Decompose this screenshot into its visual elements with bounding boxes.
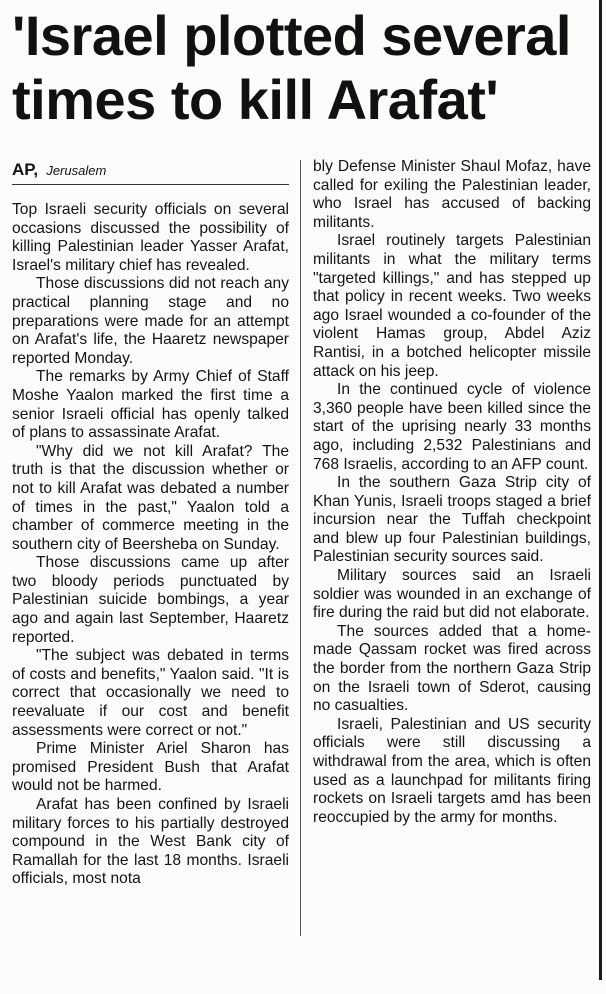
article-column-left [12, 158, 289, 889]
dateline-agency: AP, [12, 160, 39, 179]
paragraph: The sources added that a homemade Qassam rocket was fired across the border from the northern Gaza Strip on the Israeli town of Sderot, causing no casualties. [313, 622, 591, 715]
article-column-right [313, 158, 591, 827]
paragraph: "The subject was debated in terms of costs and benefits," Yaalon said. "It is correct that occasionally we need to reevaluate if our cost and benefit assessments were correct or not." [12, 647, 289, 739]
paragraph: The remarks by Army Chief of Staff Moshe Yaalon marked the first time a senior Israeli official has openly talked of plans to assassinate Arafat. [12, 368, 289, 442]
paragraph: Military sources said an Israeli soldier was wounded in an exchange of fire during the raid but did not elaborate. [313, 567, 591, 622]
paragraph: "Why did we not kill Arafat? The truth is that the discussion whether or not to kill Arafat was debated a number of times in the past," Yaalon told a chamber of commerce meeting in the southern city of Beersheba on Sunday. [12, 442, 289, 553]
dateline [12, 158, 289, 185]
paragraph: Those discussions did not reach any practical planning stage and no preparations were made for an attempt on Arafat's life, the Haaretz newspaper reported Monday. [12, 275, 289, 367]
paragraph: Arafat has been confined by Israeli military forces to his partially destroyed compound in the West Bank city of Ramallah for the last 18 months. Israeli officials, most nota [12, 796, 289, 888]
paragraph: Those discussions came up after two bloody periods punctuated by Palestinian suicide bombings, a year ago and again last September, Haaretz reported. [12, 554, 289, 646]
paragraph: In the southern Gaza Strip city of Khan Yunis, Israeli troops staged a brief incursion near the Tuffah checkpoint and blew up four Palestinian buildings, Palestinian security sources said. [313, 474, 591, 566]
dateline-city: Jerusalem [46, 163, 107, 178]
headline: 'Israel plotted several times to kill Arafat' [12, 4, 571, 131]
paragraph: Top Israeli security officials on several occasions discussed the possibility of killing Palestinian leader Yasser Arafat, Israel's military chief has revealed. [12, 201, 289, 274]
paragraph: bly Defense Minister Shaul Mofaz, have called for exiling the Palestinian leader, who Israel has accused of backing militants. [313, 158, 591, 231]
paragraph: Israel routinely targets Palestinian militants in what the military terms "targeted killings," and has stepped up that policy in recent weeks. Two weeks ago Israel wounded a co-founder of the violent Hamas group, Abdel Aziz Rantisi, in a botched helicopter missile attack on his jeep. [313, 232, 591, 380]
paragraph: Prime Minister Ariel Sharon has promised President Bush that Arafat would not be harmed. [12, 740, 289, 795]
clipping-edge-rule [599, 0, 602, 980]
column-divider [300, 160, 301, 936]
paragraph: Israeli, Palestinian and US security officials were still discussing a withdrawal from the area, which is often used as a launchpad for militants firing rockets on Israeli targets amd has been reoccupied by the army for months. [313, 715, 591, 826]
paragraph: In the continued cycle of violence 3,360 people have been killed since the start of the uprising nearly 33 months ago, including 2,532 Palestinians and 768 Israelis, according to an AFP count. [313, 381, 591, 473]
